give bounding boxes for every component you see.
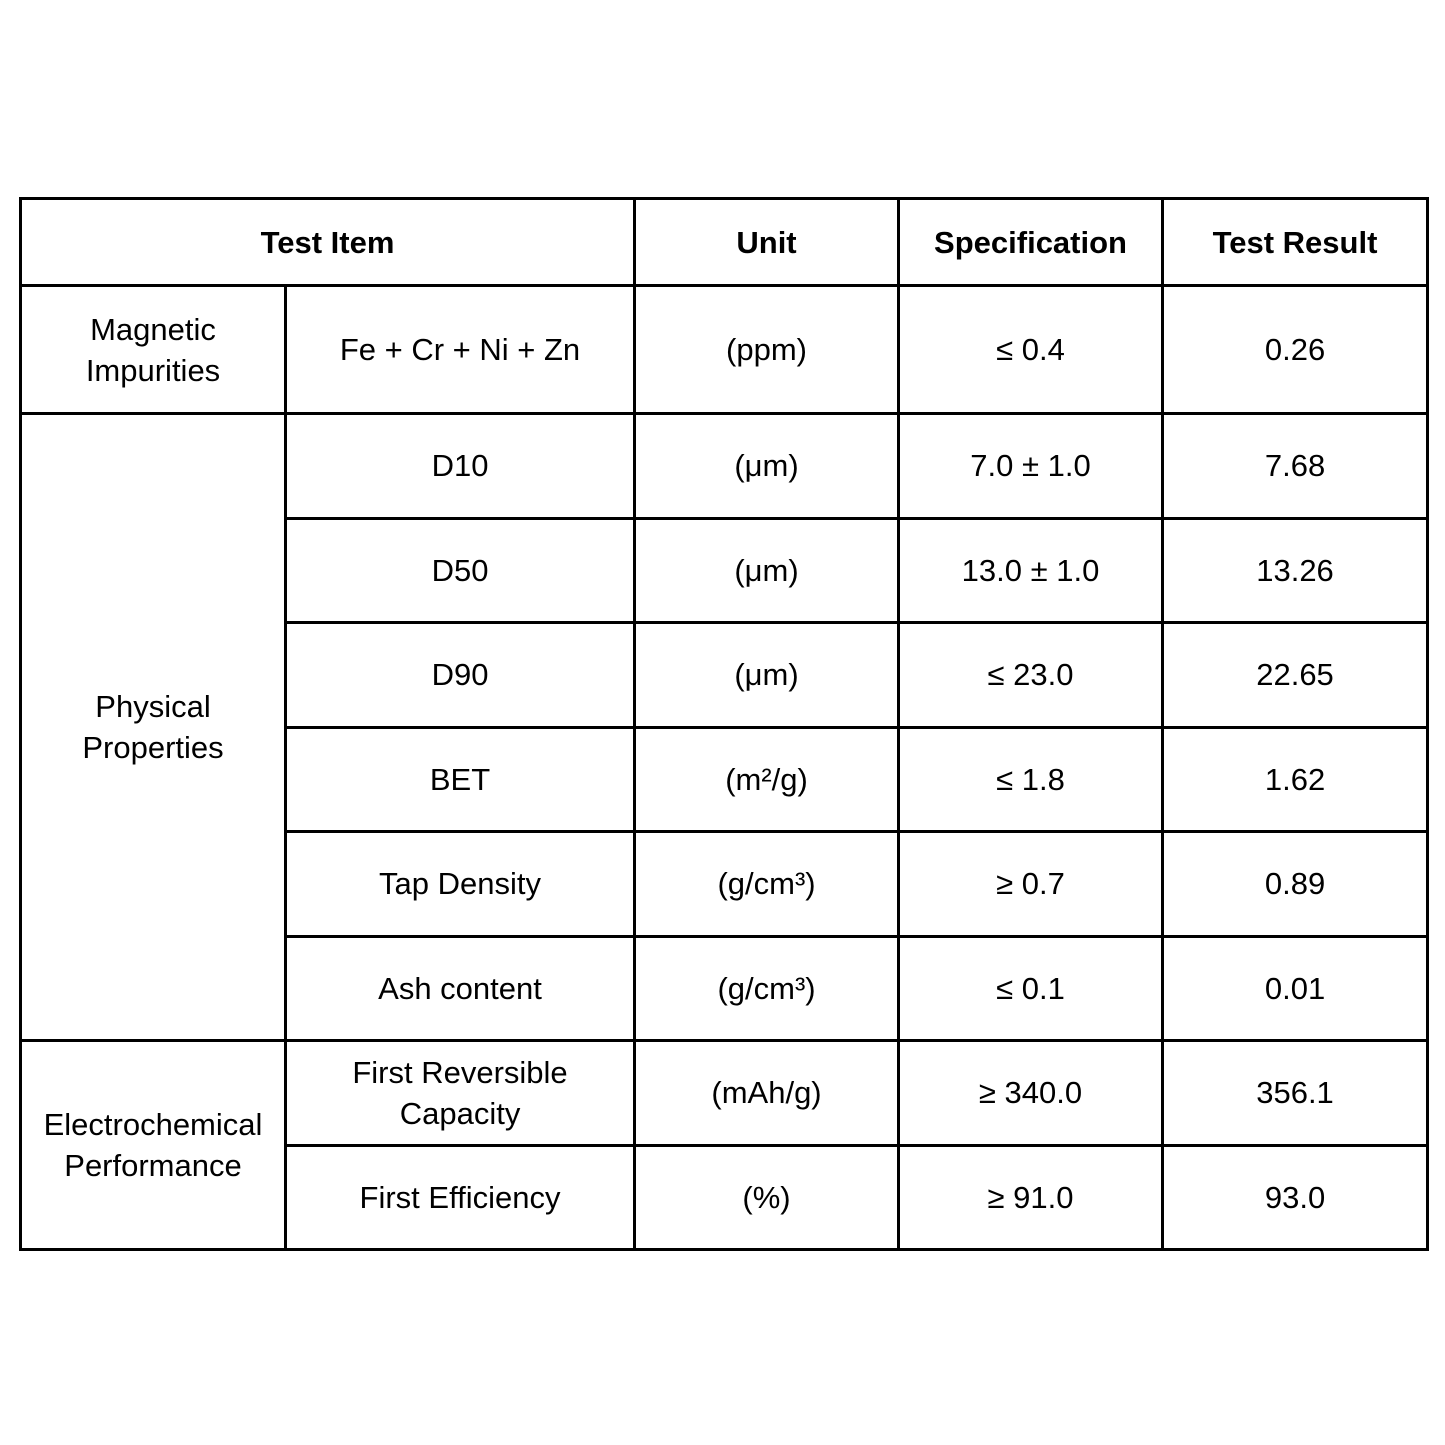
spec-cell: ≤ 1.8: [899, 727, 1163, 832]
unit-cell: (g/cm³): [635, 832, 899, 937]
test-item-cell: Tap Density: [286, 832, 635, 937]
test-item-cell: D10: [286, 414, 635, 519]
table-row: [21, 414, 1428, 519]
unit-cell: (μm): [635, 518, 899, 623]
table-row: [21, 286, 1428, 414]
unit-cell: (μm): [635, 623, 899, 728]
spec-cell: 7.0 ± 1.0: [899, 414, 1163, 519]
unit-cell: (ppm): [635, 286, 899, 414]
group-label-electrochemical-performance: Electrochemical Performance: [21, 1041, 286, 1250]
test-item-cell: Fe + Cr + Ni + Zn: [286, 286, 635, 414]
group-label-physical-properties: Physical Properties: [21, 414, 286, 1041]
unit-cell: (m²/g): [635, 727, 899, 832]
unit-cell: (mAh/g): [635, 1041, 899, 1146]
header-row: [21, 199, 1428, 286]
spec-cell: ≤ 23.0: [899, 623, 1163, 728]
header-test-item: Test Item: [21, 199, 635, 286]
result-cell: 0.26: [1163, 286, 1428, 414]
test-item-cell: BET: [286, 727, 635, 832]
result-cell: 0.01: [1163, 936, 1428, 1041]
spec-table: [19, 197, 1429, 1251]
spec-cell: ≤ 0.4: [899, 286, 1163, 414]
header-unit: Unit: [635, 199, 899, 286]
test-item-cell: Ash content: [286, 936, 635, 1041]
test-item-cell: First Efficiency: [286, 1145, 635, 1250]
result-cell: 22.65: [1163, 623, 1428, 728]
test-item-cell: D90: [286, 623, 635, 728]
header-test-result: Test Result: [1163, 199, 1428, 286]
group-label-magnetic-impurities: Magnetic Impurities: [21, 286, 286, 414]
spec-cell: ≤ 0.1: [899, 936, 1163, 1041]
test-item-cell: First Reversible Capacity: [286, 1041, 635, 1146]
spec-cell: ≥ 340.0: [899, 1041, 1163, 1146]
test-item-cell: D50: [286, 518, 635, 623]
result-cell: 13.26: [1163, 518, 1428, 623]
unit-cell: (g/cm³): [635, 936, 899, 1041]
result-cell: 7.68: [1163, 414, 1428, 519]
spec-cell: 13.0 ± 1.0: [899, 518, 1163, 623]
result-cell: 1.62: [1163, 727, 1428, 832]
table-row: [21, 1041, 1428, 1146]
header-specification: Specification: [899, 199, 1163, 286]
result-cell: 0.89: [1163, 832, 1428, 937]
unit-cell: (μm): [635, 414, 899, 519]
spec-cell: ≥ 0.7: [899, 832, 1163, 937]
unit-cell: (%): [635, 1145, 899, 1250]
result-cell: 356.1: [1163, 1041, 1428, 1146]
spec-cell: ≥ 91.0: [899, 1145, 1163, 1250]
result-cell: 93.0: [1163, 1145, 1428, 1250]
